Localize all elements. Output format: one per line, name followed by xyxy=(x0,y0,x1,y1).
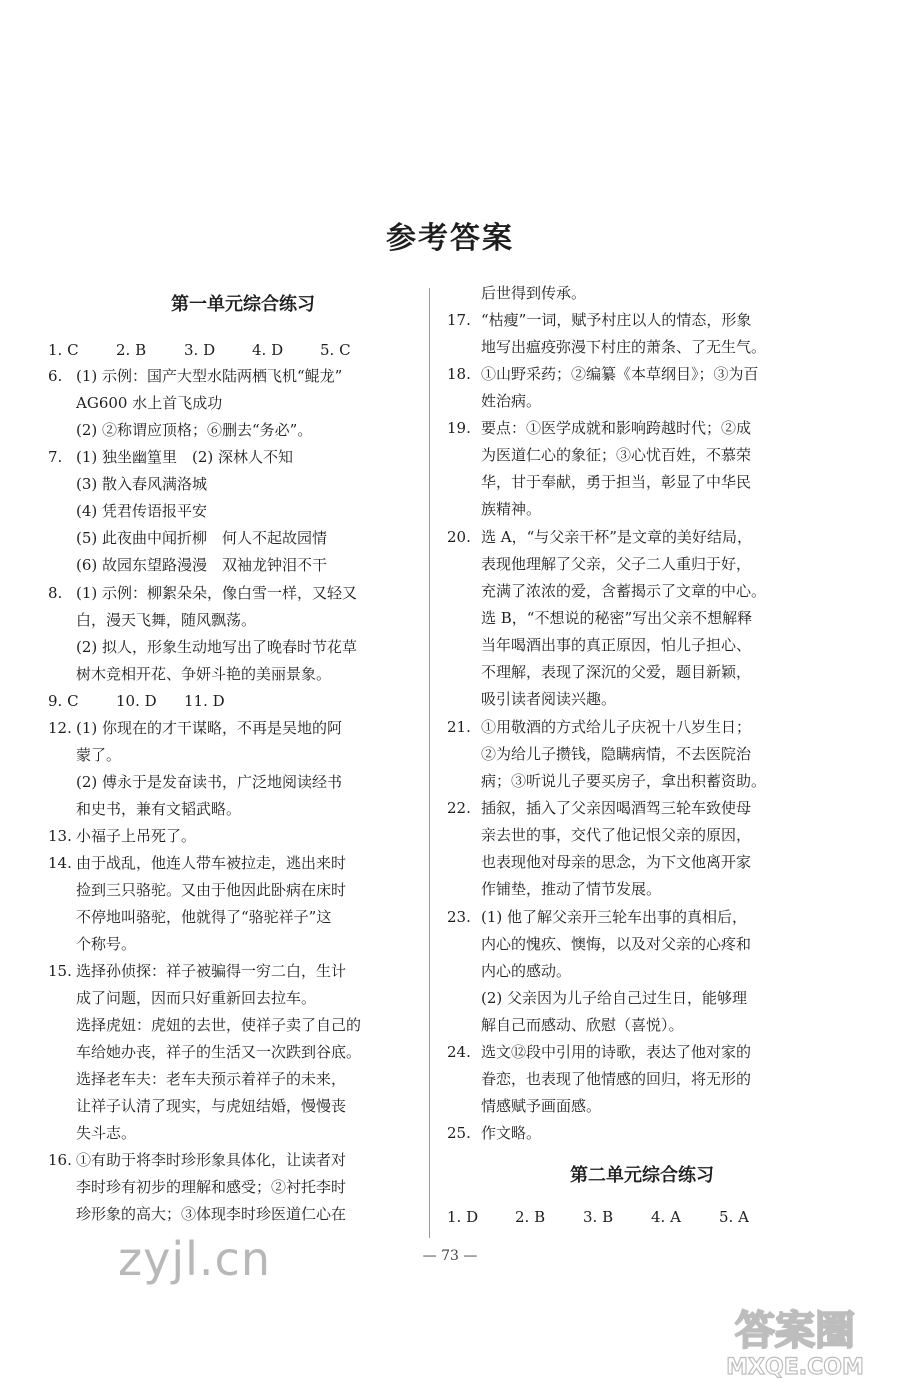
answer-line: 地写出瘟疫弥漫下村庄的萧条、了无生气。 xyxy=(481,338,767,356)
answer-line: (1) 独坐幽篁里 (2) 深林人不知 xyxy=(76,448,294,466)
mc-answer: 2. B xyxy=(515,1208,546,1226)
answer-line: ②为给儿子攒钱，隐瞒病情，不去医院治 xyxy=(481,745,752,763)
answer-line: 吸引读者阅读兴趣。 xyxy=(481,690,617,708)
answer-line: (1) 你现在的才干谋略，不再是吴地的阿 xyxy=(76,719,343,737)
item-number: 12. xyxy=(48,719,72,737)
answer-line: 内心的愧疚、懊悔，以及对父亲的心疼和 xyxy=(481,935,752,953)
item-number: 19. xyxy=(447,419,471,437)
unit1-mc-row-2 xyxy=(48,691,252,711)
answer-line: 作铺垫，推动了情节发展。 xyxy=(481,880,662,898)
mc-answer: 3. B xyxy=(583,1208,614,1226)
answer-line: 选 A，“与父亲干杯”是文章的美好结局， xyxy=(481,528,752,546)
answer-line: (2) ②称谓应顶格；⑥删去“务必”。 xyxy=(76,421,313,439)
page-title: 参考答案 xyxy=(386,221,514,256)
answer-line: 也表现他对母亲的思念，为下文他离开家 xyxy=(481,853,752,871)
answer-line: 不理解，表现了深沉的父爱，题目新颖， xyxy=(481,663,752,681)
answer-line: 亲去世的事，交代了他记恨父亲的原因， xyxy=(481,826,752,844)
unit2-mc-row xyxy=(447,1207,787,1227)
mc-answer: 1. C xyxy=(48,341,79,359)
answer-line: (2) 拟人，形象生动地写出了晚春时节花草 xyxy=(76,638,358,656)
answer-line: 当年喝酒出事的真正原因，怕儿子担心、 xyxy=(481,636,752,654)
answer-line: (5) 此夜曲中闻折柳 何人不起故园情 xyxy=(76,529,328,547)
answer-line: 个称号。 xyxy=(76,935,137,953)
answer-line: 眷恋，也表现了他情感的回归，将无形的 xyxy=(481,1070,752,1088)
answer-line: 捡到三只骆驼。又由于他因此卧病在床时 xyxy=(76,881,347,899)
watermark-zyjl: zyjl.cn xyxy=(118,1232,271,1286)
answer-line: (1) 示例：国产大型水陆两栖飞机“鲲龙” xyxy=(76,367,343,385)
answer-line: 珍形象的高大；③体现李时珍医道仁心在 xyxy=(76,1205,347,1223)
mc-answer: 5. A xyxy=(719,1208,749,1226)
answer-line: (3) 散入春风满洛城 xyxy=(76,475,208,493)
mc-answer: 10. D xyxy=(116,692,157,710)
answer-line: 选 B，“不想说的秘密”写出父亲不想解释 xyxy=(481,609,753,627)
answer-line: 作文略。 xyxy=(481,1124,542,1142)
answer-line: 情感赋予画面感。 xyxy=(481,1097,602,1115)
item-number: 13. xyxy=(48,827,72,845)
answer-line: (6) 故园东望路漫漫 双袖龙钟泪不干 xyxy=(76,556,328,574)
mc-answer: 2. B xyxy=(116,341,147,359)
item-number: 6. xyxy=(48,367,63,385)
answer-line: 白，漫天飞舞，随风飘荡。 xyxy=(76,611,257,629)
answer-line: 为医道仁心的象征；③心忧百姓，不慕荣 xyxy=(481,446,752,464)
answer-line: 表现他理解了父亲，父子二人重归于好， xyxy=(481,555,752,573)
unit1-mc-row xyxy=(48,340,388,360)
answer-line: 不停地叫骆驼，他就得了“骆驼祥子”这 xyxy=(76,908,332,926)
page-number: — 73 — xyxy=(422,1248,478,1264)
answer-line: (2) 傅永于是发奋读书，广泛地阅读经书 xyxy=(76,773,343,791)
answer-line: 车给她办丧，祥子的生活又一次跌到谷底。 xyxy=(76,1043,362,1061)
answer-line: 病；③听说儿子要买房子，拿出积蓄资助。 xyxy=(481,772,767,790)
answer-line: 和史书，兼有文韬武略。 xyxy=(76,800,242,818)
item-number: 8. xyxy=(48,584,63,602)
watermark-logo-icon xyxy=(700,1300,890,1380)
answer-line: 姓治病。 xyxy=(481,392,542,410)
answer-line: ①山野采药；②编纂《本草纲目》；③为百 xyxy=(481,365,759,383)
mc-answer: 9. C xyxy=(48,692,79,710)
unit1-heading: 第一单元综合练习 xyxy=(171,294,315,315)
item-number: 20. xyxy=(447,528,471,546)
answer-line: 失斗志。 xyxy=(76,1124,137,1142)
answer-line: 选择老车夫：老车夫预示着祥子的未来， xyxy=(76,1070,347,1088)
answer-line: 李时珍有初步的理解和感受；②衬托李时 xyxy=(76,1178,347,1196)
answer-line: 族精神。 xyxy=(481,500,542,518)
answer-line: 解自己而感动、欣慰（喜悦）。 xyxy=(481,1016,684,1034)
item-number: 25. xyxy=(447,1124,471,1142)
item-number: 23. xyxy=(447,908,471,926)
answer-line: “枯瘦”一词，赋予村庄以人的情态，形象 xyxy=(481,311,752,329)
mc-answer: 4. D xyxy=(252,341,284,359)
answer-line: (2) 父亲因为儿子给自己过生日，能够理 xyxy=(481,989,748,1007)
answer-line: ①用敬酒的方式给儿子庆祝十八岁生日； xyxy=(481,718,752,736)
watermark-logo-text: 答案圈 xyxy=(735,1308,855,1354)
answer-line: AG600 水上首飞成功 xyxy=(76,394,223,412)
item-number: 15. xyxy=(48,962,72,980)
item-number: 18. xyxy=(447,365,471,383)
answer-line: (4) 凭君传语报平安 xyxy=(76,502,208,520)
unit2-heading: 第二单元综合练习 xyxy=(570,1165,714,1186)
answer-line: 选择孙侦探：祥子被骗得一穷二白，生计 xyxy=(76,962,347,980)
mc-answer: 3. D xyxy=(184,341,216,359)
item-number: 22. xyxy=(447,799,471,817)
answer-line: (1) 他了解父亲开三轮车出事的真相后， xyxy=(481,908,748,926)
answer-line: 让祥子认清了现实，与虎妞结婚，慢慢丧 xyxy=(76,1097,347,1115)
item-number: 14. xyxy=(48,854,72,872)
column-divider xyxy=(429,288,430,1238)
mc-answer: 5. C xyxy=(320,341,351,359)
mc-answer: 4. A xyxy=(651,1208,681,1226)
answer-line: 要点：①医学成就和影响跨越时代；②成 xyxy=(481,419,752,437)
item-number: 16. xyxy=(48,1151,72,1169)
item-number: 24. xyxy=(447,1043,471,1061)
answer-line: 内心的感动。 xyxy=(481,962,572,980)
answer-line: 蒙了。 xyxy=(76,746,122,764)
answer-line: 插叙，插入了父亲因喝酒驾三轮车致使母 xyxy=(481,799,752,817)
answer-line: 充满了浓浓的爱，含蓄揭示了文章的中心。 xyxy=(481,582,767,600)
answer-line: ①有助于将李时珍形象具体化，让读者对 xyxy=(76,1151,347,1169)
answer-line: 华，甘于奉献，勇于担当，彰显了中华民 xyxy=(481,473,752,491)
answer-line: 成了问题，因而只好重新回去拉车。 xyxy=(76,989,317,1007)
watermark-logo-subtext: MXQE.COM xyxy=(726,1355,864,1380)
mc-answer: 11. D xyxy=(184,692,225,710)
answer-line: 小福子上吊死了。 xyxy=(76,827,197,845)
answer-line: 树木竞相开花、争妍斗艳的美丽景象。 xyxy=(76,665,332,683)
mc-answer: 1. D xyxy=(447,1208,479,1226)
answer-line: 后世得到传承。 xyxy=(481,284,587,302)
item-number: 7. xyxy=(48,448,63,466)
answer-line: (1) 示例：柳絮朵朵，像白雪一样，又轻又 xyxy=(76,584,358,602)
answer-line: 选文⑫段中引用的诗歌，表达了他对家的 xyxy=(481,1043,752,1061)
answer-line: 由于战乱，他连人带车被拉走，逃出来时 xyxy=(76,854,347,872)
item-number: 21. xyxy=(447,718,471,736)
answer-line: 选择虎妞：虎妞的去世，使祥子卖了自己的 xyxy=(76,1016,362,1034)
watermark-daanquan xyxy=(700,1300,890,1380)
item-number: 17. xyxy=(447,311,471,329)
